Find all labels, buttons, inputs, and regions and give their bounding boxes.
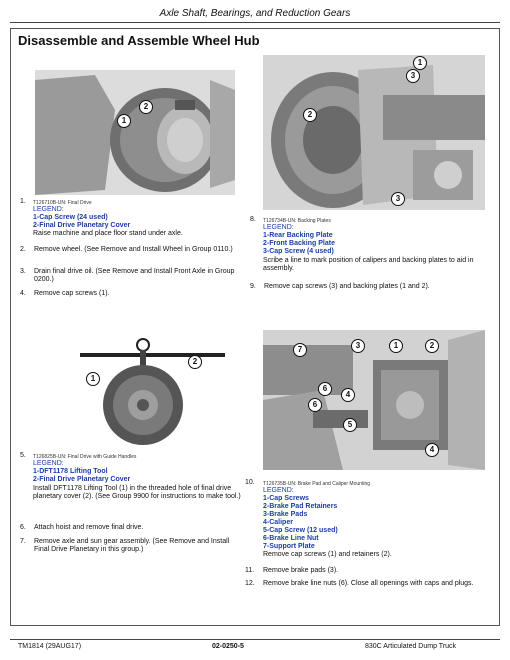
callout-4: 4 xyxy=(425,443,439,457)
step-8-text xyxy=(263,257,485,274)
callout-1: 1 xyxy=(389,339,403,353)
callout-2: 2 xyxy=(303,108,317,122)
figure-backing-plates xyxy=(263,55,485,210)
step-number: 8. xyxy=(250,216,256,223)
running-header: Axle Shaft, Bearings, and Reduction Gears xyxy=(159,8,351,19)
callout-5: 5 xyxy=(343,418,357,432)
step-9 xyxy=(250,283,485,291)
step-3 xyxy=(20,268,245,285)
legend-item: 2-Front Backing Plate xyxy=(263,240,335,247)
callout-3: 3 xyxy=(351,339,365,353)
step-6 xyxy=(20,524,245,532)
legend-item: 3-Brake Pads xyxy=(263,511,308,518)
step-text: Raise machine and place floor stand under axle. xyxy=(33,230,183,237)
legend xyxy=(263,487,338,551)
legend-item: 1-Cap Screw (24 used) xyxy=(33,214,108,221)
legend-title: LEGEND: xyxy=(33,460,64,467)
callout-6: 6 xyxy=(318,382,332,396)
callout-2: 2 xyxy=(139,100,153,114)
step-number: 4. xyxy=(20,290,26,297)
step-text: Attach hoist and remove final drive. xyxy=(34,524,144,531)
callout-2: 2 xyxy=(425,339,439,353)
step-number: 10. xyxy=(245,479,255,486)
legend-item: 5-Cap Screw (12 used) xyxy=(263,527,338,534)
footer-rule xyxy=(10,639,500,640)
final-drive-illustration xyxy=(35,70,235,195)
step-text: Remove brake line nuts (6). Close all openings with caps and plugs. xyxy=(263,580,474,587)
step-text: Remove brake pads (3). xyxy=(263,567,339,574)
callout-1: 1 xyxy=(86,372,100,386)
step-text: Remove cap screws (3) and backing plates (1 and 2). xyxy=(264,283,430,290)
step-4 xyxy=(20,290,245,298)
legend-item: 2-Final Drive Planetary Cover xyxy=(33,476,131,483)
step-11 xyxy=(245,567,485,575)
legend xyxy=(263,224,335,256)
legend xyxy=(33,460,130,484)
footer-page-number: 02-0250-5 xyxy=(212,643,244,650)
section-title: Disassemble and Assemble Wheel Hub xyxy=(18,33,260,48)
legend-item: 4-Caliper xyxy=(263,519,293,526)
step-number: 9. xyxy=(250,283,256,290)
legend-item: 2-Brake Pad Retainers xyxy=(263,503,338,510)
guide-handles-illustration xyxy=(78,330,228,448)
legend-item: 7-Support Plate xyxy=(263,543,315,550)
step-text: Remove cap screws (1). xyxy=(34,290,110,297)
header-rule xyxy=(10,22,500,23)
step-number: 3. xyxy=(20,268,26,275)
step-number: 11. xyxy=(245,567,255,574)
step-number: 2. xyxy=(20,246,26,253)
callout-3: 3 xyxy=(391,192,405,206)
step-2 xyxy=(20,246,245,254)
legend-title: LEGEND: xyxy=(263,487,294,494)
callout-2: 2 xyxy=(188,355,202,369)
legend-item: 2-Final Drive Planetary Cover xyxy=(33,222,131,229)
step-10-text xyxy=(263,551,485,559)
figure-brake-caliper xyxy=(263,330,485,470)
step-number: 6. xyxy=(20,524,26,531)
legend-title: LEGEND: xyxy=(263,224,294,231)
step-text: Install DFT1178 Lifting Tool (1) in the threaded hole of final drive planetary cover (2). (See Group 9900 for instructions to make tool.) xyxy=(33,485,241,501)
figure-guide-handles xyxy=(78,330,228,448)
callout-7: 7 xyxy=(293,343,307,357)
figure-caption: T126734B-UN: Backing Plates xyxy=(263,218,331,224)
callout-1: 1 xyxy=(413,56,427,70)
step-number: 12. xyxy=(245,580,255,587)
step-5-text xyxy=(33,485,245,502)
callout-1: 1 xyxy=(117,114,131,128)
step-text: Remove wheel. (See Remove and Install Wheel in Group 0110.) xyxy=(34,246,233,253)
backing-plates-illustration xyxy=(263,55,485,210)
callout-3: 3 xyxy=(406,69,420,83)
step-number: 7. xyxy=(20,538,26,545)
footer-doc-id: TM1814 (29AUG17) xyxy=(18,643,82,650)
legend-item: 1-Cap Screws xyxy=(263,495,309,502)
callout-4: 4 xyxy=(341,388,355,402)
step-text: Drain final drive oil. (See Remove and Install Front Axle in Group 0200.) xyxy=(34,268,235,284)
step-number: 5. xyxy=(20,452,26,459)
callout-6: 6 xyxy=(308,398,322,412)
figure-caption: T126710B-UN: Final Drive xyxy=(33,200,92,206)
step-12 xyxy=(245,580,485,588)
figure-caption: T126825B-UN: Final Drive with Guide Handles xyxy=(33,454,137,460)
legend-item: 1-DFT1178 Lifting Tool xyxy=(33,468,108,475)
figure-caption: T126735B-UN: Brake Pad and Caliper Mounting xyxy=(263,481,371,487)
step-text: Remove axle and sun gear assembly. (See Remove and Install Final Drive Planetary in this group.) xyxy=(34,538,230,554)
legend-item: 3-Cap Screw (4 used) xyxy=(263,248,334,255)
step-1-text xyxy=(33,230,243,238)
figure-final-drive xyxy=(35,70,235,195)
legend-title: LEGEND: xyxy=(33,206,64,213)
footer-product: 830C Articulated Dump Truck xyxy=(365,643,457,650)
step-7 xyxy=(20,538,245,555)
legend-item: 1-Rear Backing Plate xyxy=(263,232,333,239)
legend xyxy=(33,206,130,230)
legend-item: 6-Brake Line Nut xyxy=(263,535,319,542)
step-text: Remove cap screws (1) and retainers (2). xyxy=(263,551,392,558)
step-text: Scribe a line to mark position of calipers and backing plates to aid in assembly. xyxy=(263,257,474,273)
step-number: 1. xyxy=(20,198,26,205)
